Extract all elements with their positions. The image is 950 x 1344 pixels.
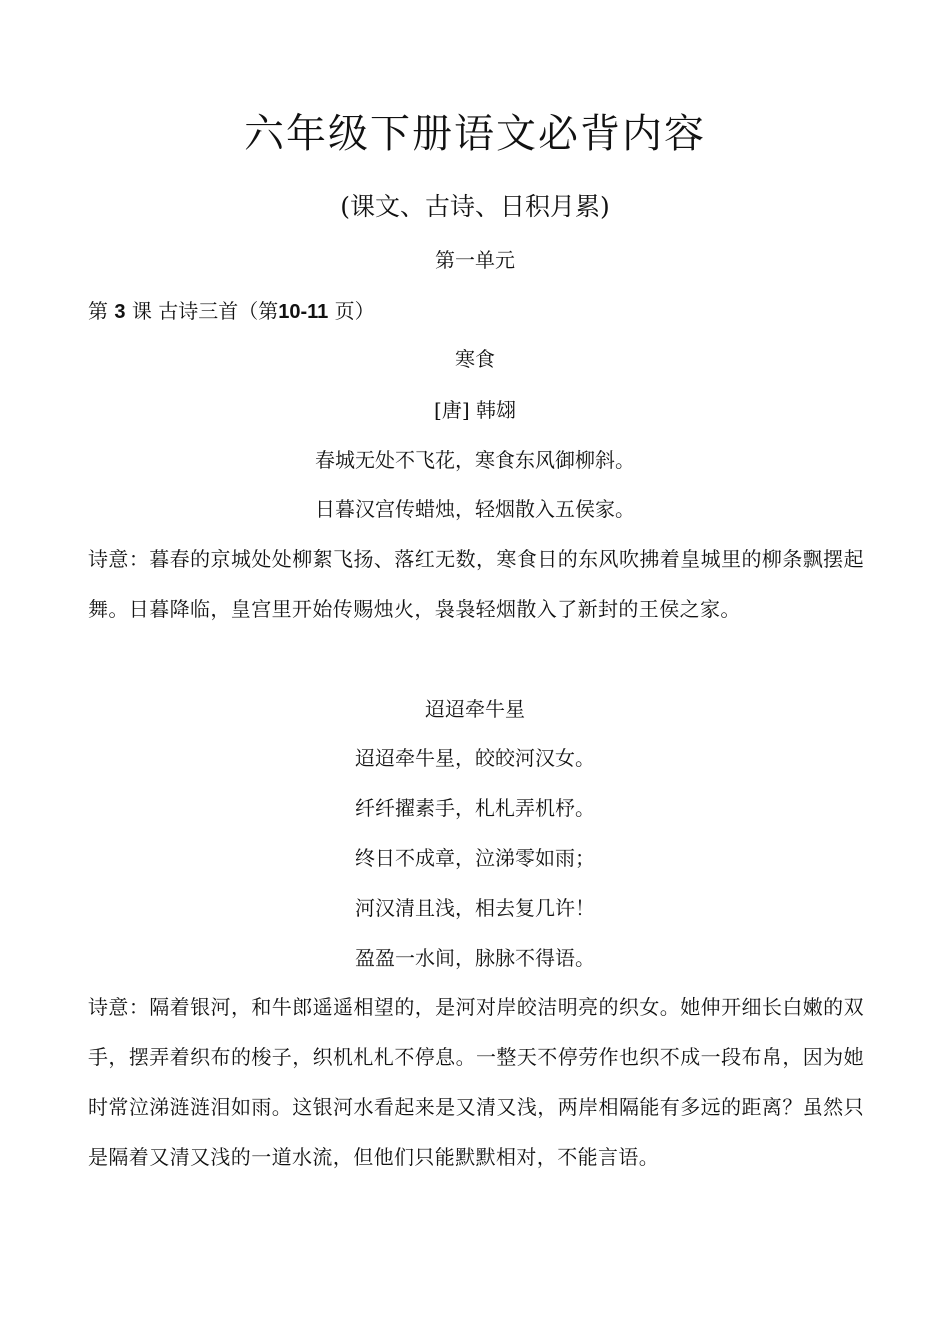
poem-meaning: 诗意：隔着银河，和牛郎遥遥相望的，是河对岸皎洁明亮的织女。她伸开细长白嫩的双手，摆弄着织布的梭子，织机札札不停息。一整天不停劳作也织不成一段布帛，因为她时常泣涕涟涟泪如雨。这银河水看起来是又清又浅，两岸相隔能有多远的距离？虽然只是隔着又清又浅的一道水流，但他们只能默默相对，不能言语。 [88, 995, 864, 1169]
lesson-pages: 10-11 [278, 301, 329, 323]
lesson-suffix: 页） [334, 299, 375, 323]
poem-line: 日暮汉宫传蜡烛，轻烟散入五侯家。 [315, 497, 635, 521]
poem-title: 迢迢牵牛星 [425, 697, 525, 721]
poem-author: [唐] 韩翃 [434, 398, 516, 422]
poem-line: 盈盈一水间，脉脉不得语。 [355, 946, 595, 970]
poem-line: 纤纤擢素手，札札弄机杼。 [355, 796, 595, 820]
lesson-prefix: 第 [88, 299, 108, 323]
unit-heading: 第一单元 [435, 248, 515, 272]
poem-meaning: 诗意：暮春的京城处处柳絮飞扬、落红无数，寒食日的东风吹拂着皇城里的柳条飘摆起舞。日暮降临，皇宫里开始传赐烛火，袅袅轻烟散入了新封的王侯之家。 [88, 547, 864, 621]
poem-line: 迢迢牵牛星，皎皎河汉女。 [355, 746, 595, 770]
lesson-middle: 课 古诗三首（第 [131, 299, 279, 323]
poem-line: 终日不成章，泣涕零如雨； [355, 846, 595, 870]
lesson-heading [88, 296, 375, 327]
document-subtitle: (课文、古诗、日积月累) [340, 192, 610, 221]
poem-line: 春城无处不飞花，寒食东风御柳斜。 [315, 448, 635, 472]
poem-title: 寒食 [455, 347, 495, 371]
lesson-number: 3 [114, 301, 126, 323]
poem-line: 河汉清且浅，相去复几许！ [355, 896, 595, 920]
document-title: 六年级下册语文必背内容 [244, 111, 706, 157]
